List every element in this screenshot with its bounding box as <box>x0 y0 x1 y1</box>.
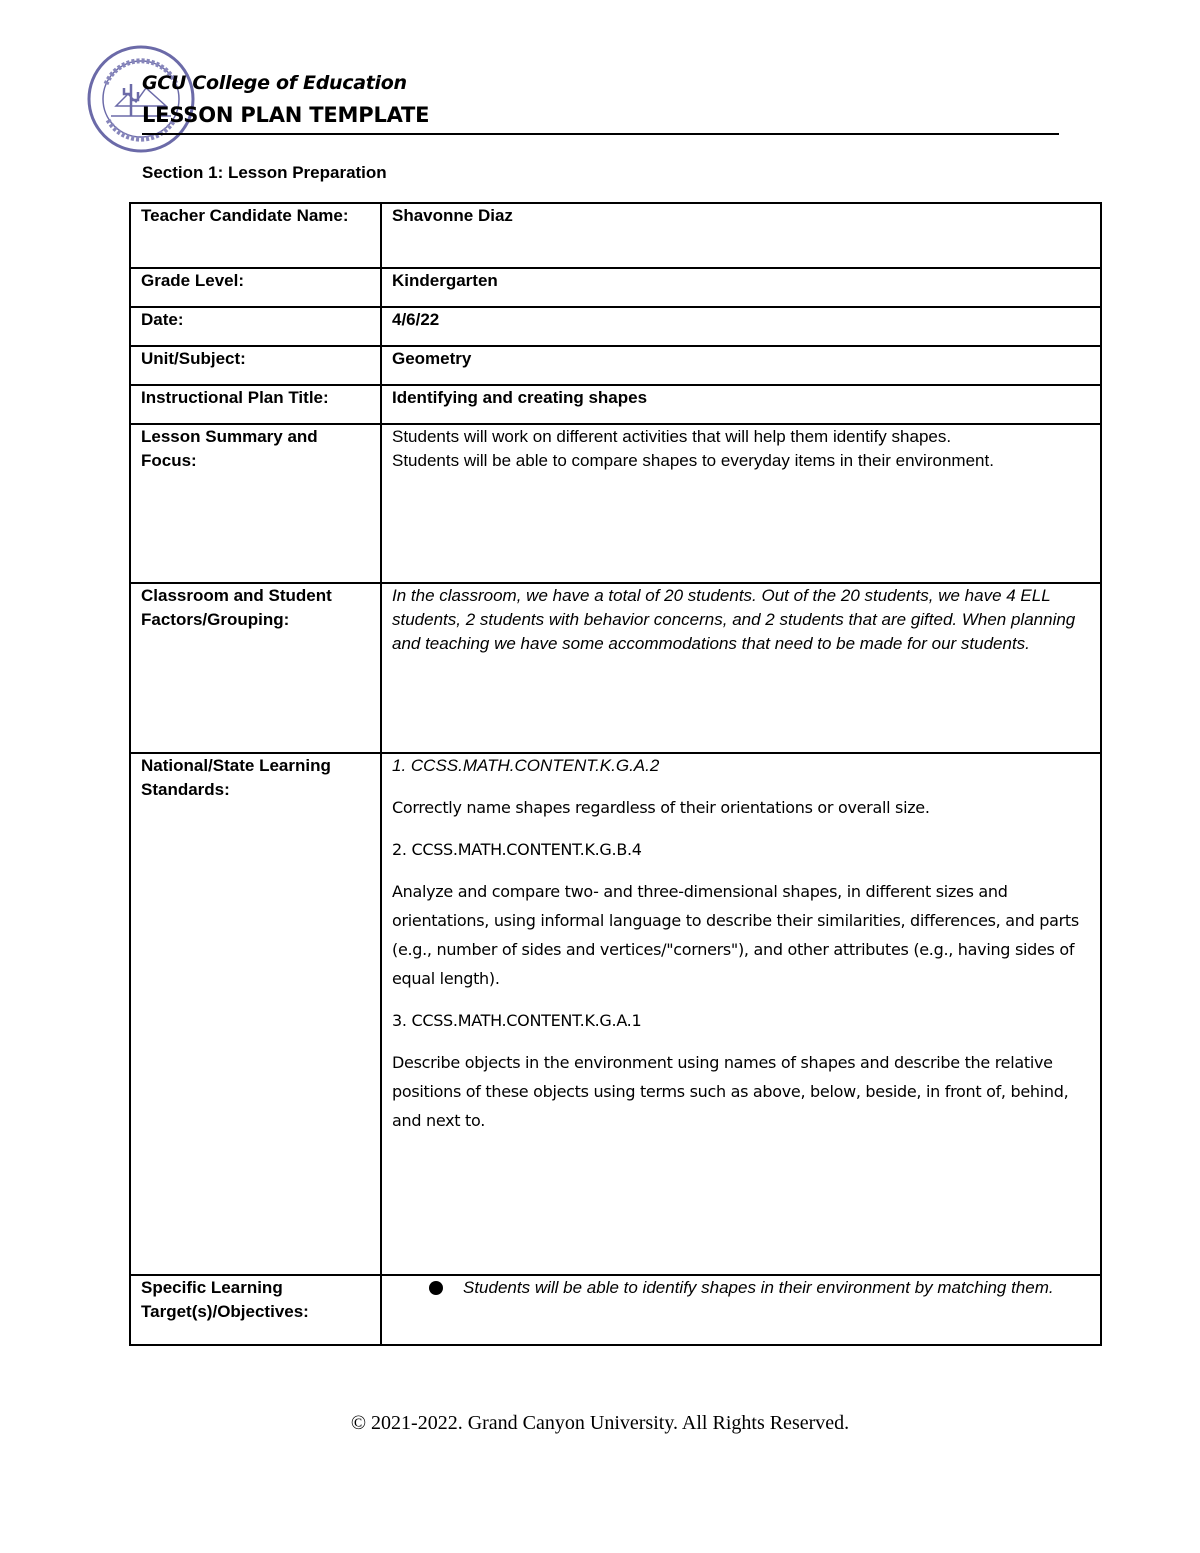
teacher-value: Shavonne Diaz <box>381 203 1101 268</box>
college-name: GCU College of Education <box>142 72 407 94</box>
section-title: Section 1: Lesson Preparation <box>142 163 387 182</box>
standard-code: 2. CCSS.MATH.CONTENT.K.G.B.4 <box>392 840 642 859</box>
plan-title-value: Identifying and creating shapes <box>381 385 1101 424</box>
lesson-plan-table <box>129 202 1102 1346</box>
date-label: Date: <box>130 307 381 346</box>
targets-label: Specific Learning Target(s)/Objectives: <box>130 1275 381 1345</box>
table-row <box>130 268 1101 307</box>
standards-value <box>381 753 1101 1275</box>
copyright-footer: © 2021-2022. Grand Canyon University. All Rights Reserved. <box>350 1412 850 1434</box>
teacher-label: Teacher Candidate Name: <box>130 203 381 268</box>
factors-value: In the classroom, we have a total of 20 students. Out of the 20 students, we have 4 ELL students, 2 students with behavior concerns, and 2 students that are gifted. When planning and teaching we have some accommodations that need to be made for our students. <box>381 583 1101 753</box>
table-row <box>130 753 1101 1275</box>
table-row <box>130 583 1101 753</box>
table-row <box>130 346 1101 385</box>
grade-value: Kindergarten <box>381 268 1101 307</box>
table-row <box>130 203 1101 268</box>
summary-line: Students will be able to compare shapes to everyday items in their environment. <box>392 451 994 470</box>
unit-value: Geometry <box>381 346 1101 385</box>
header-rule <box>142 133 1059 135</box>
target-text: Students will be able to identify shapes in their environment by matching them. <box>463 1278 1054 1297</box>
standard-text: Correctly name shapes regardless of their orientations or overall size. <box>392 798 930 817</box>
table-row <box>130 307 1101 346</box>
unit-label: Unit/Subject: <box>130 346 381 385</box>
table-row <box>130 1275 1101 1345</box>
template-title: LESSON PLAN TEMPLATE <box>142 103 430 127</box>
summary-label: Lesson Summary and Focus: <box>130 424 381 583</box>
grade-label: Grade Level: <box>130 268 381 307</box>
standard-code: 3. CCSS.MATH.CONTENT.K.G.A.1 <box>392 1011 642 1030</box>
summary-line: Students will work on different activities that will help them identify shapes. <box>392 427 952 446</box>
targets-value <box>381 1275 1101 1345</box>
university-seal-icon <box>86 44 196 154</box>
factors-label: Classroom and Student Factors/Grouping: <box>130 583 381 753</box>
standard-code: 1. CCSS.MATH.CONTENT.K.G.A.2 <box>392 756 660 775</box>
summary-value <box>381 424 1101 583</box>
bullet-icon <box>429 1281 443 1295</box>
standard-text: Describe objects in the environment using names of shapes and describe the relative positions of these objects using terms such as above, below, beside, in front of, behind, and next to. <box>392 1053 1069 1130</box>
standards-label: National/State Learning Standards: <box>130 753 381 1275</box>
list-item <box>392 1276 1090 1300</box>
standard-text: Analyze and compare two- and three-dimensional shapes, in different sizes and orientations, using informal language to describe their similarities, differences, and parts (e.g., number of sides and vertices/"corners"), and other attributes (e.g., having sides of equal length). <box>392 882 1079 988</box>
table-row <box>130 424 1101 583</box>
table-row <box>130 385 1101 424</box>
plan-title-label: Instructional Plan Title: <box>130 385 381 424</box>
date-value: 4/6/22 <box>381 307 1101 346</box>
